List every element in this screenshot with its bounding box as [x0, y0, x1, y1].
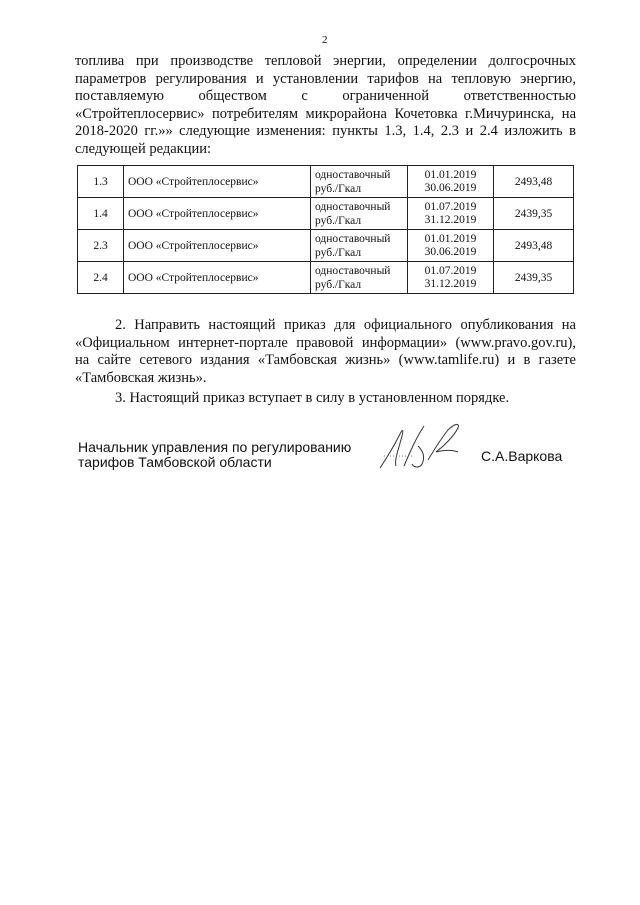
period-end: 30.06.2019 [424, 181, 477, 194]
table-row [78, 262, 574, 294]
position-line: тарифов Тамбовской области [78, 454, 272, 470]
tariff-period [408, 262, 494, 294]
page-number: 2 [322, 34, 328, 46]
organization-name: ООО «Стройтеплосервис» [124, 198, 311, 230]
item-2-line: 2. Направить настоящий приказ для официального опубликования на [115, 317, 576, 333]
tariff-period [408, 230, 494, 262]
signer-name: С.А.Варкова [481, 448, 563, 464]
tariff-period [408, 166, 494, 198]
item-2-line: на сайте сетевого издания «Тамбовская жизнь» (www.tamlife.ru) и в газете [75, 352, 576, 368]
period-start: 01.07.2019 [424, 264, 477, 277]
intro-line: следующей редакции: [75, 140, 212, 157]
signatory-position [78, 440, 351, 470]
tariff-table [77, 165, 574, 294]
tariff-period [408, 198, 494, 230]
intro-line: поставляемую обществом с ограниченной ответственностью [75, 88, 576, 104]
intro-line: топлива при производстве тепловой энергии, определении долгосрочных [75, 53, 576, 69]
tariff-unit: руб./Гкал [315, 182, 362, 195]
tariff-value: 2439,35 [494, 198, 574, 230]
intro-line: параметров регулирования и установлении тарифов на тепловую энергию, [75, 70, 576, 87]
tariff-value: 2493,48 [494, 230, 574, 262]
period-end: 31.12.2019 [424, 277, 477, 290]
organization-name: ООО «Стройтеплосервис» [124, 230, 311, 262]
period-start: 01.01.2019 [424, 232, 477, 245]
item-2-line: «Тамбовская жизнь». [75, 369, 207, 386]
tariff-unit: руб./Гкал [315, 246, 362, 259]
tariff-type-name: одноставочный [315, 264, 391, 277]
intro-line: «Стройтеплосервис» потребителям микрорайона Кочетовка г.Мичуринска, на [75, 105, 576, 122]
tariff-type-name: одноставочный [315, 200, 391, 213]
item-2-line: «Официальном интернет-портале правовой информации» (www.pravo.gov.ru), [75, 334, 576, 351]
tariff-type-name: одноставочный [315, 232, 391, 245]
period-end: 31.12.2019 [424, 213, 477, 226]
row-number: 1.3 [78, 166, 124, 198]
row-number: 1.4 [78, 198, 124, 230]
table-row [78, 166, 574, 198]
period-start: 01.01.2019 [424, 168, 477, 181]
tariff-unit: руб./Гкал [315, 278, 362, 291]
organization-name: ООО «Стройтеплосервис» [124, 166, 311, 198]
tariff-type-name: одноставочный [315, 168, 391, 181]
item-3-paragraph: 3. Настоящий приказ вступает в силу в установленном порядке. [115, 390, 510, 406]
table-row [78, 198, 574, 230]
tariff-value: 2439,35 [494, 262, 574, 294]
tariff-type [311, 166, 408, 198]
table-row [78, 230, 574, 262]
item-2-paragraph [75, 317, 576, 387]
tariff-unit: руб./Гкал [315, 214, 362, 227]
handwritten-signature [374, 416, 470, 476]
intro-line: 2018-2020 гг.»» следующие изменения: пункты 1.3, 1.4, 2.3 и 2.4 изложить в [75, 123, 576, 139]
row-number: 2.4 [78, 262, 124, 294]
tariff-value: 2493,48 [494, 166, 574, 198]
organization-name: ООО «Стройтеплосервис» [124, 262, 311, 294]
period-start: 01.07.2019 [424, 200, 477, 213]
tariff-type [311, 262, 408, 294]
position-line: Начальник управления по регулированию [78, 439, 352, 455]
period-end: 30.06.2019 [424, 245, 477, 258]
row-number: 2.3 [78, 230, 124, 262]
tariff-type [311, 230, 408, 262]
intro-paragraph [75, 53, 576, 158]
tariff-type [311, 198, 408, 230]
